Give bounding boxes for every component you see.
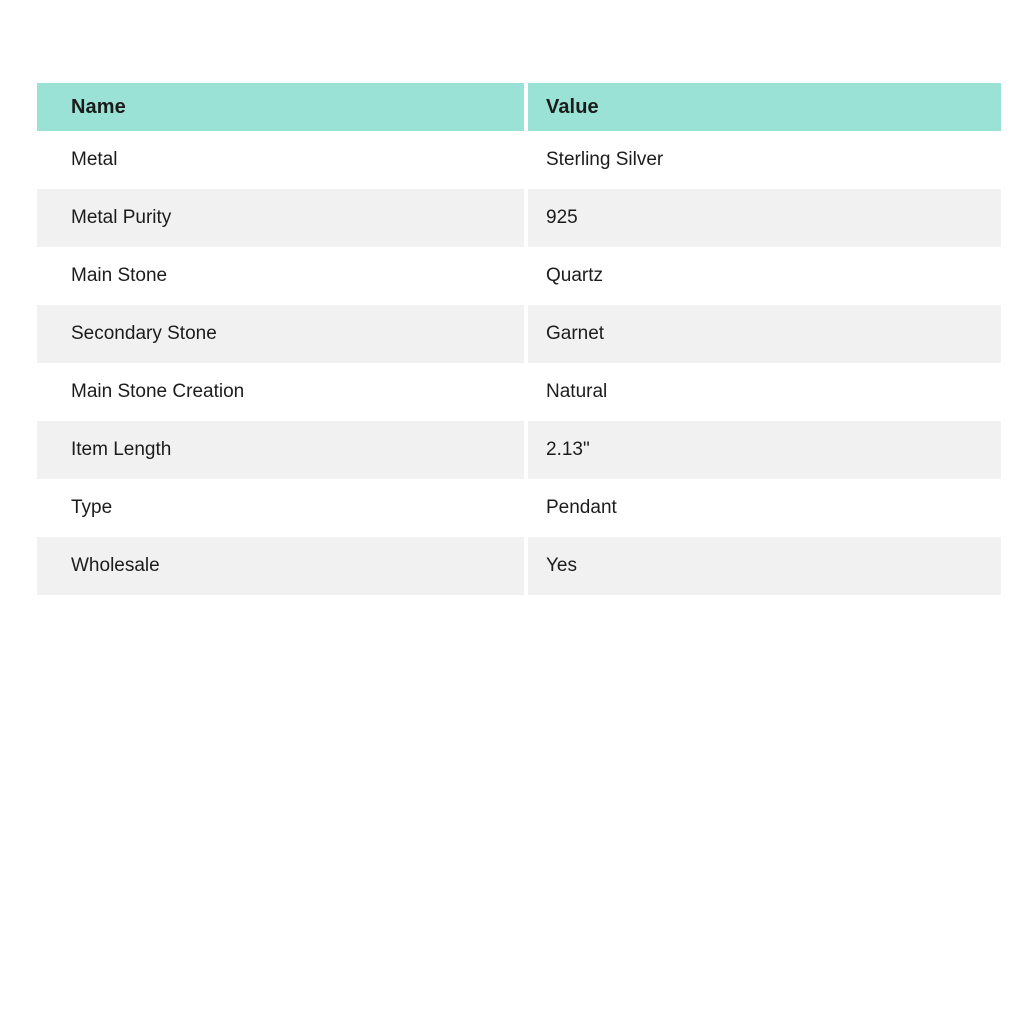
- table-row: [37, 131, 1001, 189]
- attribute-value: 2.13": [524, 421, 1001, 479]
- attribute-value: Pendant: [524, 479, 1001, 537]
- table-header-row: [37, 83, 1001, 131]
- attribute-name: Metal: [37, 131, 524, 189]
- table-row: [37, 247, 1001, 305]
- table-row: [37, 479, 1001, 537]
- attribute-value: Garnet: [524, 305, 1001, 363]
- table-row: [37, 421, 1001, 479]
- column-header-value: Value: [524, 83, 1001, 131]
- attribute-name: Metal Purity: [37, 189, 524, 247]
- attribute-name: Type: [37, 479, 524, 537]
- attribute-value: Yes: [524, 537, 1001, 595]
- attribute-name: Secondary Stone: [37, 305, 524, 363]
- attribute-name: Main Stone: [37, 247, 524, 305]
- attribute-value: 925: [524, 189, 1001, 247]
- column-header-name: Name: [37, 83, 524, 131]
- attribute-value: Sterling Silver: [524, 131, 1001, 189]
- table-row: [37, 363, 1001, 421]
- attribute-name: Wholesale: [37, 537, 524, 595]
- attribute-name: Item Length: [37, 421, 524, 479]
- table-row: [37, 305, 1001, 363]
- attributes-table: [37, 83, 1001, 595]
- table-row: [37, 537, 1001, 595]
- attribute-name: Main Stone Creation: [37, 363, 524, 421]
- attribute-value: Quartz: [524, 247, 1001, 305]
- table-row: [37, 189, 1001, 247]
- attribute-value: Natural: [524, 363, 1001, 421]
